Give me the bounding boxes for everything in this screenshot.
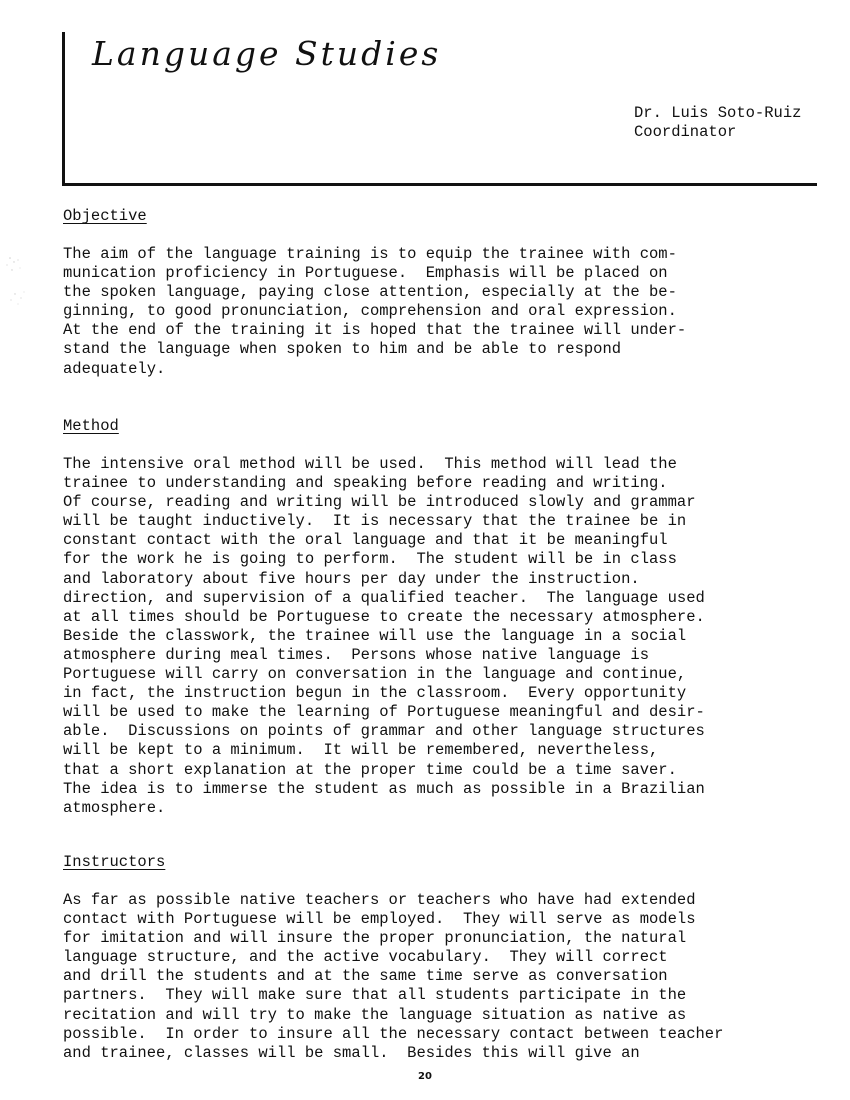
text-line: The aim of the language training is to equip the trainee with com- bbox=[63, 245, 677, 263]
text-line: At the end of the training it is hoped that the trainee will under- bbox=[63, 321, 687, 340]
text-line: As far as possible native teachers or teachers who have had extended bbox=[63, 891, 696, 909]
text-line: ginning, to good pronunciation, comprehension and oral expression. bbox=[63, 302, 677, 321]
text-line: stand the language when spoken to him and be able to respond bbox=[63, 340, 622, 359]
text-line: in fact, the instruction begun in the classroom. Every opportunity bbox=[63, 684, 687, 703]
text-line: the spoken language, paying close attention, especially at the be- bbox=[63, 283, 677, 302]
text-line: for imitation and will insure the proper pronunciation, the natural bbox=[63, 929, 687, 948]
section-heading-objective: Objective bbox=[63, 207, 147, 225]
header-rule-vertical bbox=[62, 32, 65, 184]
text-line: will be used to make the learning of Portuguese meaningful and desir- bbox=[63, 703, 705, 722]
text-line: munication proficiency in Portuguese. Emphasis will be placed on bbox=[63, 264, 668, 283]
scan-speckle bbox=[0, 250, 40, 320]
section-body-instructors bbox=[63, 891, 723, 1063]
text-line: The intensive oral method will be used. This method will lead the bbox=[63, 455, 677, 473]
section-body-method bbox=[63, 455, 705, 818]
text-line: partners. They will make sure that all students participate in the bbox=[63, 986, 687, 1005]
author-block bbox=[634, 104, 801, 142]
text-line: constant contact with the oral language and that it be meaningful bbox=[63, 531, 668, 550]
text-line: for the work he is going to perform. The student will be in class bbox=[63, 550, 677, 569]
text-line: recitation and will try to make the language situation as native as bbox=[63, 1005, 687, 1024]
section-heading-method: Method bbox=[63, 417, 119, 435]
text-line: atmosphere during meal times. Persons whose native language is bbox=[63, 645, 649, 664]
text-line: language structure, and the active vocabulary. They will correct bbox=[63, 948, 668, 967]
text-line: and trainee, classes will be small. Besides this will give an bbox=[63, 1043, 640, 1062]
text-line: possible. In order to insure all the necessary contact between teacher bbox=[63, 1024, 724, 1043]
text-line: trainee to understanding and speaking before reading and writing. bbox=[63, 474, 668, 493]
text-line: Beside the classwork, the trainee will use the language in a social bbox=[63, 626, 687, 645]
text-line: adequately. bbox=[63, 359, 166, 378]
text-line: Of course, reading and writing will be introduced slowly and grammar bbox=[63, 493, 696, 512]
text-line: The idea is to immerse the student as much as possible in a Brazilian bbox=[63, 779, 705, 798]
section-heading-instructors: Instructors bbox=[63, 853, 166, 871]
text-line: will be taught inductively. It is necessary that the trainee be in bbox=[63, 512, 687, 531]
text-line: contact with Portuguese will be employed. They will serve as models bbox=[63, 910, 696, 929]
author-name: Dr. Luis Soto-Ruiz bbox=[634, 104, 802, 122]
text-line: and drill the students and at the same time serve as conversation bbox=[63, 967, 668, 986]
text-line: able. Discussions on points of grammar and other language structures bbox=[63, 722, 705, 741]
text-line: that a short explanation at the proper time could be a time saver. bbox=[63, 760, 677, 779]
page-title: Language Studies bbox=[92, 34, 442, 73]
header-rule-horizontal bbox=[62, 183, 817, 186]
text-line: atmosphere. bbox=[63, 798, 166, 817]
page-number: 20 bbox=[418, 1071, 432, 1082]
text-line: at all times should be Portuguese to create the necessary atmosphere. bbox=[63, 607, 705, 626]
text-line: direction, and supervision of a qualified teacher. The language used bbox=[63, 588, 705, 607]
section-body-objective bbox=[63, 245, 686, 379]
text-line: and laboratory about five hours per day under the instruction. bbox=[63, 569, 640, 588]
text-line: will be kept to a minimum. It will be remembered, nevertheless, bbox=[63, 741, 659, 760]
author-role: Coordinator bbox=[634, 123, 737, 141]
text-line: Portuguese will carry on conversation in the language and continue, bbox=[63, 665, 687, 684]
